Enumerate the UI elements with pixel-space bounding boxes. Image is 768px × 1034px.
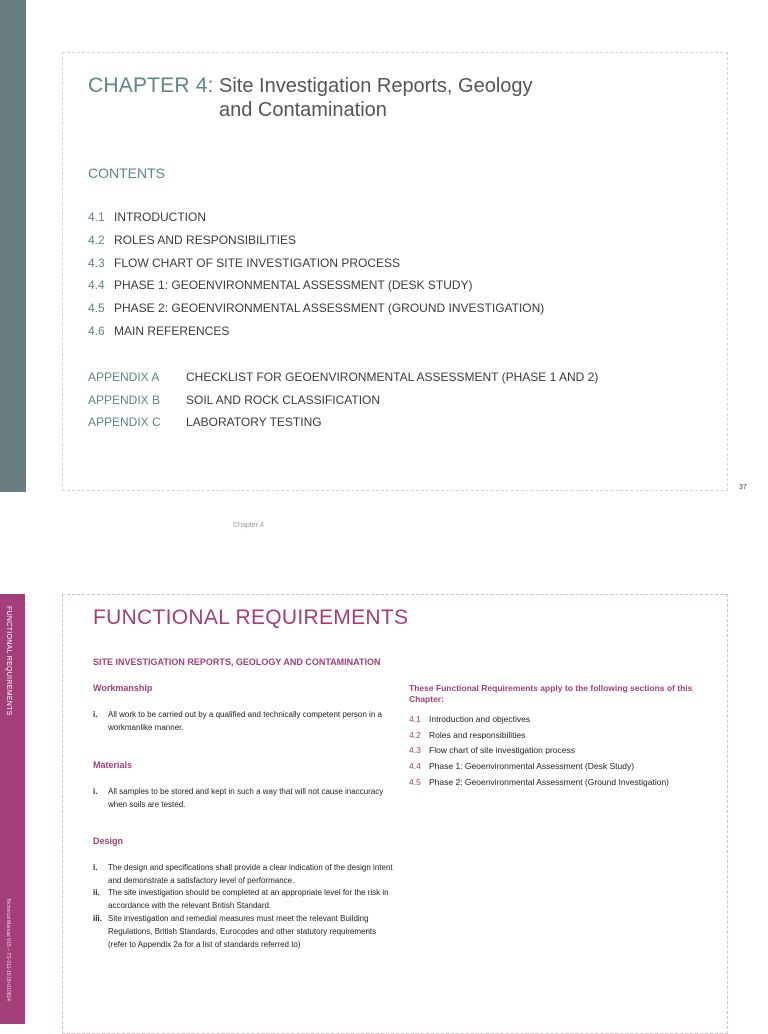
requirement-item xyxy=(93,861,393,887)
sidebar-section-label: FUNCTIONAL REQUIREMENTS xyxy=(5,606,12,716)
section-entry[interactable] xyxy=(409,730,525,740)
toc-number: 4.5 xyxy=(88,301,105,315)
section-label: Roles and responsibilities xyxy=(429,730,526,740)
item-number: iii. xyxy=(93,914,102,923)
toc-label: ROLES AND RESPONSIBILITIES xyxy=(114,233,297,247)
toc-number: 4.3 xyxy=(88,256,105,270)
functional-requirements-title: FUNCTIONAL REQUIREMENTS xyxy=(93,606,409,629)
toc-label: INTRODUCTION xyxy=(114,210,206,224)
section-label: Flow chart of site investigation process xyxy=(429,745,575,755)
toc-number: 4.1 xyxy=(88,210,105,224)
item-number: i. xyxy=(93,863,98,872)
item-number: ii. xyxy=(93,888,100,897)
sidebar-manual-reference: Technical Manual V15 – TS-011-15.00-010814 xyxy=(5,898,11,1001)
applies-to-heading: These Functional Requirements apply to the following sections of this Chapter: xyxy=(409,683,693,704)
appendix-entry[interactable] xyxy=(88,393,380,407)
appendix-key: APPENDIX B xyxy=(88,393,161,407)
section-number: 4.5 xyxy=(409,777,421,787)
section-number: 4.1 xyxy=(409,714,421,724)
footer-chapter-label: Chapter 4 xyxy=(233,522,264,529)
toc-label: MAIN REFERENCES xyxy=(114,324,230,338)
toc-entry[interactable] xyxy=(88,233,296,249)
chapter-prefix: CHAPTER 4: xyxy=(88,74,214,97)
section-label: Phase 1: Geoenvironmental Assessment (Desk Study) xyxy=(429,761,635,771)
toc-label: FLOW CHART OF SITE INVESTIGATION PROCESS xyxy=(114,256,401,270)
appendix-label: LABORATORY TESTING xyxy=(186,415,322,429)
page2-sidebar-band xyxy=(0,594,25,1024)
section-number: 4.4 xyxy=(409,761,421,771)
section-entry[interactable] xyxy=(409,761,634,771)
page1-sidebar-band xyxy=(0,0,26,492)
page-number: 37 xyxy=(739,484,747,491)
section-number: 4.3 xyxy=(409,745,421,755)
toc-entry[interactable] xyxy=(88,324,229,340)
toc-number: 4.4 xyxy=(88,278,105,292)
item-text: The design and specifications shall provide a clear indication of the design intent and demonstrate a satisfactory level of performance. xyxy=(108,863,393,885)
item-text: The site investigation should be completed at an appropriate level for the risk in accordance with the relevant British Standard. xyxy=(108,888,389,910)
section-label: Introduction and objectives xyxy=(429,714,531,724)
toc-number: 4.2 xyxy=(88,233,105,247)
requirement-item xyxy=(93,912,393,951)
requirement-item xyxy=(93,886,393,912)
appendix-label: CHECKLIST FOR GEOENVIRONMENTAL ASSESSMENT (PHASE 1 AND 2) xyxy=(186,370,599,384)
appendix-key: APPENDIX A xyxy=(88,370,160,384)
contents-heading: CONTENTS xyxy=(88,165,165,181)
item-text: All work to be carried out by a qualified and technically competent person in a workmanlike manner. xyxy=(108,710,382,732)
requirement-item xyxy=(93,785,393,811)
toc-entry[interactable] xyxy=(88,210,206,226)
section-entry[interactable] xyxy=(409,714,530,724)
appendix-entry[interactable] xyxy=(88,415,322,429)
appendix-key: APPENDIX C xyxy=(88,415,161,429)
section-number: 4.2 xyxy=(409,730,421,740)
design-heading: Design xyxy=(93,836,124,846)
toc-label: PHASE 2: GEOENVIRONMENTAL ASSESSMENT (GROUND INVESTIGATION) xyxy=(114,301,545,315)
section-label: Phase 2: Geoenvironmental Assessment (Ground Investigation) xyxy=(429,777,670,787)
workmanship-heading: Workmanship xyxy=(93,683,153,693)
toc-number: 4.6 xyxy=(88,324,105,338)
chapter-title-line1: Site Investigation Reports, Geology xyxy=(219,75,533,97)
toc-entry[interactable] xyxy=(88,301,544,317)
appendix-entry[interactable] xyxy=(88,370,598,384)
materials-heading: Materials xyxy=(93,760,133,770)
item-text: Site investigation and remedial measures must meet the relevant Building Regulations, British Standards, Eurocodes and other statutory requirements (refer to Appendix 2a for a list of standards referred to) xyxy=(108,914,377,949)
section-entry[interactable] xyxy=(409,745,575,755)
chapter-title xyxy=(219,74,619,122)
item-number: i. xyxy=(93,710,98,719)
toc-entry[interactable] xyxy=(88,278,473,294)
toc-label: PHASE 1: GEOENVIRONMENTAL ASSESSMENT (DESK STUDY) xyxy=(114,278,473,292)
item-number: i. xyxy=(93,787,98,796)
chapter-title-line2: and Contamination xyxy=(219,99,387,121)
requirement-item xyxy=(93,708,393,734)
item-text: All samples to be stored and kept in such a way that will not cause inaccuracy when soils are tested. xyxy=(108,787,384,809)
section-entry[interactable] xyxy=(409,777,669,787)
functional-requirements-subtitle: SITE INVESTIGATION REPORTS, GEOLOGY AND CONTAMINATION xyxy=(93,657,381,667)
appendix-label: SOIL AND ROCK CLASSIFICATION xyxy=(186,393,381,407)
toc-entry[interactable] xyxy=(88,256,400,272)
